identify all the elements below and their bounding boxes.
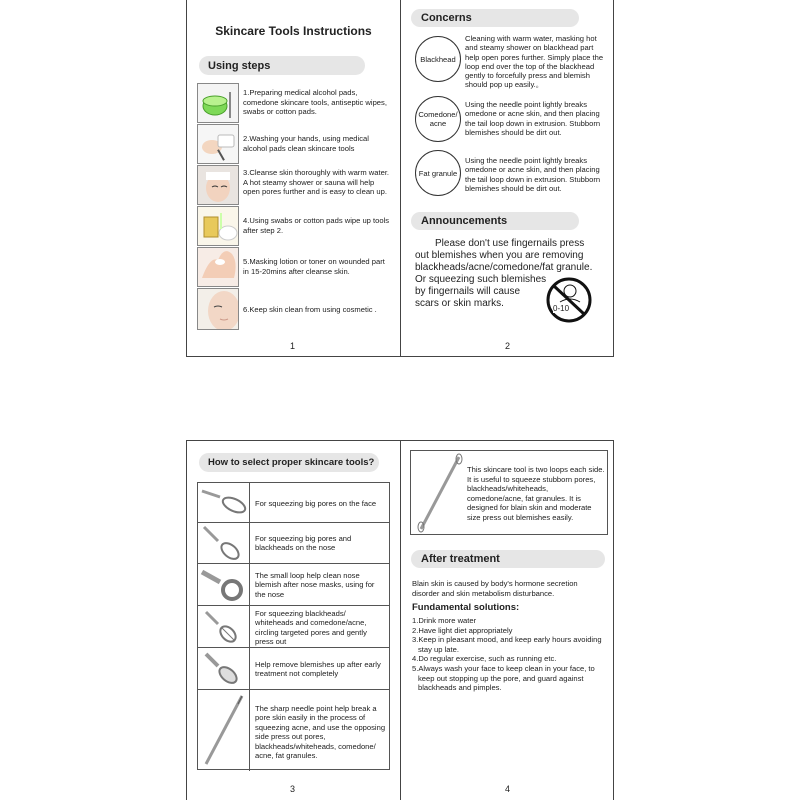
- washing-hands-image: [197, 124, 239, 164]
- needle-tool-icon: [198, 690, 250, 771]
- alcohol-pads-image: [197, 83, 239, 123]
- page-2: [400, 0, 614, 357]
- concern-comedone: [413, 96, 609, 146]
- page-number: 3: [290, 784, 296, 794]
- tool-description: For squeezing big pores and blackheads on the nose: [255, 534, 352, 553]
- step-text: 6.Keep skin clean from using cosmetic .: [243, 305, 377, 314]
- page-1: [186, 0, 401, 357]
- table-row: [198, 690, 389, 771]
- concern-label: Fat granule: [415, 150, 461, 196]
- concern-fat-granule: [413, 150, 609, 200]
- lotion-hands-image: [197, 247, 239, 287]
- solutions-list: [412, 616, 608, 693]
- big-loop-tool-icon: [198, 483, 250, 522]
- page-1-title: Skincare Tools Instructions: [215, 24, 372, 38]
- nose-loop-tool-icon: [198, 523, 250, 563]
- announcement-line: Please don't use fingernails press: [435, 238, 585, 249]
- step-text: 2.Washing your hands, using medical alcohol pads clean skincare tools: [243, 134, 369, 153]
- list-item: 2.Have light diet appropriately: [412, 625, 513, 635]
- flat-loop-tool-icon: [198, 648, 250, 689]
- step-text: 5.Masking lotion or toner on wounded part in 15-20mins after cleanse skin.: [243, 257, 385, 276]
- tool-description: For squeezing big pores on the face: [255, 499, 377, 508]
- announcement-line: Or squeezing such blemishes: [415, 274, 547, 285]
- concern-text: Cleaning with warm water, masking hot and steamy shower on blackhead part help open pores further. Simply place the loop end over the top of the blackhead gently to forcefully press and blemish should pop up easily.。: [465, 34, 604, 90]
- age-badge: 0-10: [553, 304, 570, 313]
- table-row: [198, 648, 389, 690]
- page-4: [400, 440, 614, 800]
- list-item: [197, 83, 392, 123]
- announcement-line: by fingernails will cause: [415, 286, 521, 297]
- solutions-heading: Fundamental solutions:: [412, 602, 520, 613]
- tool-description: This skincare tool is two loops each side. It is useful to squeeze stubborn pores, blackheads/whiteheads, comedone/acne, fat granules. It is designed for blain skin and moderate size press out blemishes easily.: [467, 465, 605, 522]
- table-row: [198, 564, 389, 606]
- clean-skin-image: [197, 288, 239, 330]
- select-tools-heading: How to select proper skincare tools?: [199, 453, 379, 472]
- list-item: [197, 288, 392, 330]
- step-text: 4.Using swabs or cotton pads wipe up tools after step 2.: [243, 216, 390, 235]
- page-number: 1: [290, 341, 296, 351]
- step-text: 3.Cleanse skin thoroughly with warm water. A hot steamy shower or sauna will help open pores further and is easy to clean up.: [243, 168, 390, 197]
- table-row: [198, 606, 389, 648]
- list-item: 4.Do regular exercise, such as running etc.: [412, 654, 557, 664]
- circling-loop-tool-icon: [198, 606, 250, 647]
- concerns-heading: Concerns: [411, 9, 579, 27]
- concern-text: Using the needle point lightly breaks omedone or acne skin, and then placing the tail loop down in extrusion. Stubborn blemishes should be dirt out.: [465, 156, 601, 193]
- double-loop-tool-icon: [411, 451, 466, 534]
- list-item: [197, 247, 392, 287]
- list-item: [197, 124, 392, 164]
- tool-description: The small loop help clean nose blemish after nose masks, using for the nose: [255, 571, 375, 599]
- small-loop-tool-icon: [198, 564, 250, 605]
- tools-table: [197, 482, 390, 770]
- table-row: [198, 483, 389, 523]
- page-number: 4: [505, 784, 511, 794]
- list-item: [197, 206, 392, 246]
- list-item: 1.Drink more water: [412, 616, 477, 625]
- table-row: [198, 523, 389, 564]
- list-item: 3.Keep in pleasant mood, and keep early hours avoiding stay up late.: [412, 635, 602, 654]
- intro-text: Blain skin is caused by body's hormone secretion disorder and skin metabolism disturbance.: [412, 579, 578, 598]
- concern-label: Blackhead: [415, 36, 461, 82]
- list-item: 5.Always wash your face to keep clean in your face, to keep out stopping up the pore, and guard against blackheads and pimples.: [412, 663, 595, 693]
- concern-label: Comedone/ acne: [415, 96, 461, 142]
- cleanse-face-image: [197, 165, 239, 205]
- no-children-warning-icon: [545, 276, 593, 324]
- tool-description: The sharp needle point help break a pore skin easily in the process of squeezing acne, and use the opposing side press out pores, blackheads/whiteheads, comedone/ acne, fat granules.: [255, 704, 386, 761]
- list-item: [197, 165, 392, 205]
- announcement-line: blackheads/acne/comedone/fat granule.: [415, 262, 593, 273]
- announcement-line: scars or skin marks.: [415, 298, 504, 309]
- announcement-line: out blemishes when you are removing: [415, 250, 584, 261]
- page-number: 2: [505, 341, 511, 351]
- using-steps-heading: Using steps: [199, 56, 365, 75]
- steps-list: [197, 83, 392, 330]
- concern-text: Using the needle point lightly breaks omedone or acne skin, and then placing the tail loop down in extrusion. Stubborn blemishes should be dirt out.: [465, 100, 601, 137]
- tool-description: Help remove blemishes up after early treatment not completely: [255, 660, 381, 679]
- tool-image-box: [410, 450, 608, 535]
- step-text: 1.Preparing medical alcohol pads, comedone skincare tools, antiseptic wipes, swabs or cotton pads.: [243, 88, 387, 117]
- announcements-heading: Announcements: [411, 212, 579, 230]
- after-treatment-heading: After treatment: [411, 550, 605, 568]
- concern-blackhead: [413, 34, 609, 92]
- cotton-swabs-image: [197, 206, 239, 246]
- tool-description: For squeezing blackheads/ whiteheads and comedone/acne, circling targeted pores and gently press out: [255, 609, 367, 647]
